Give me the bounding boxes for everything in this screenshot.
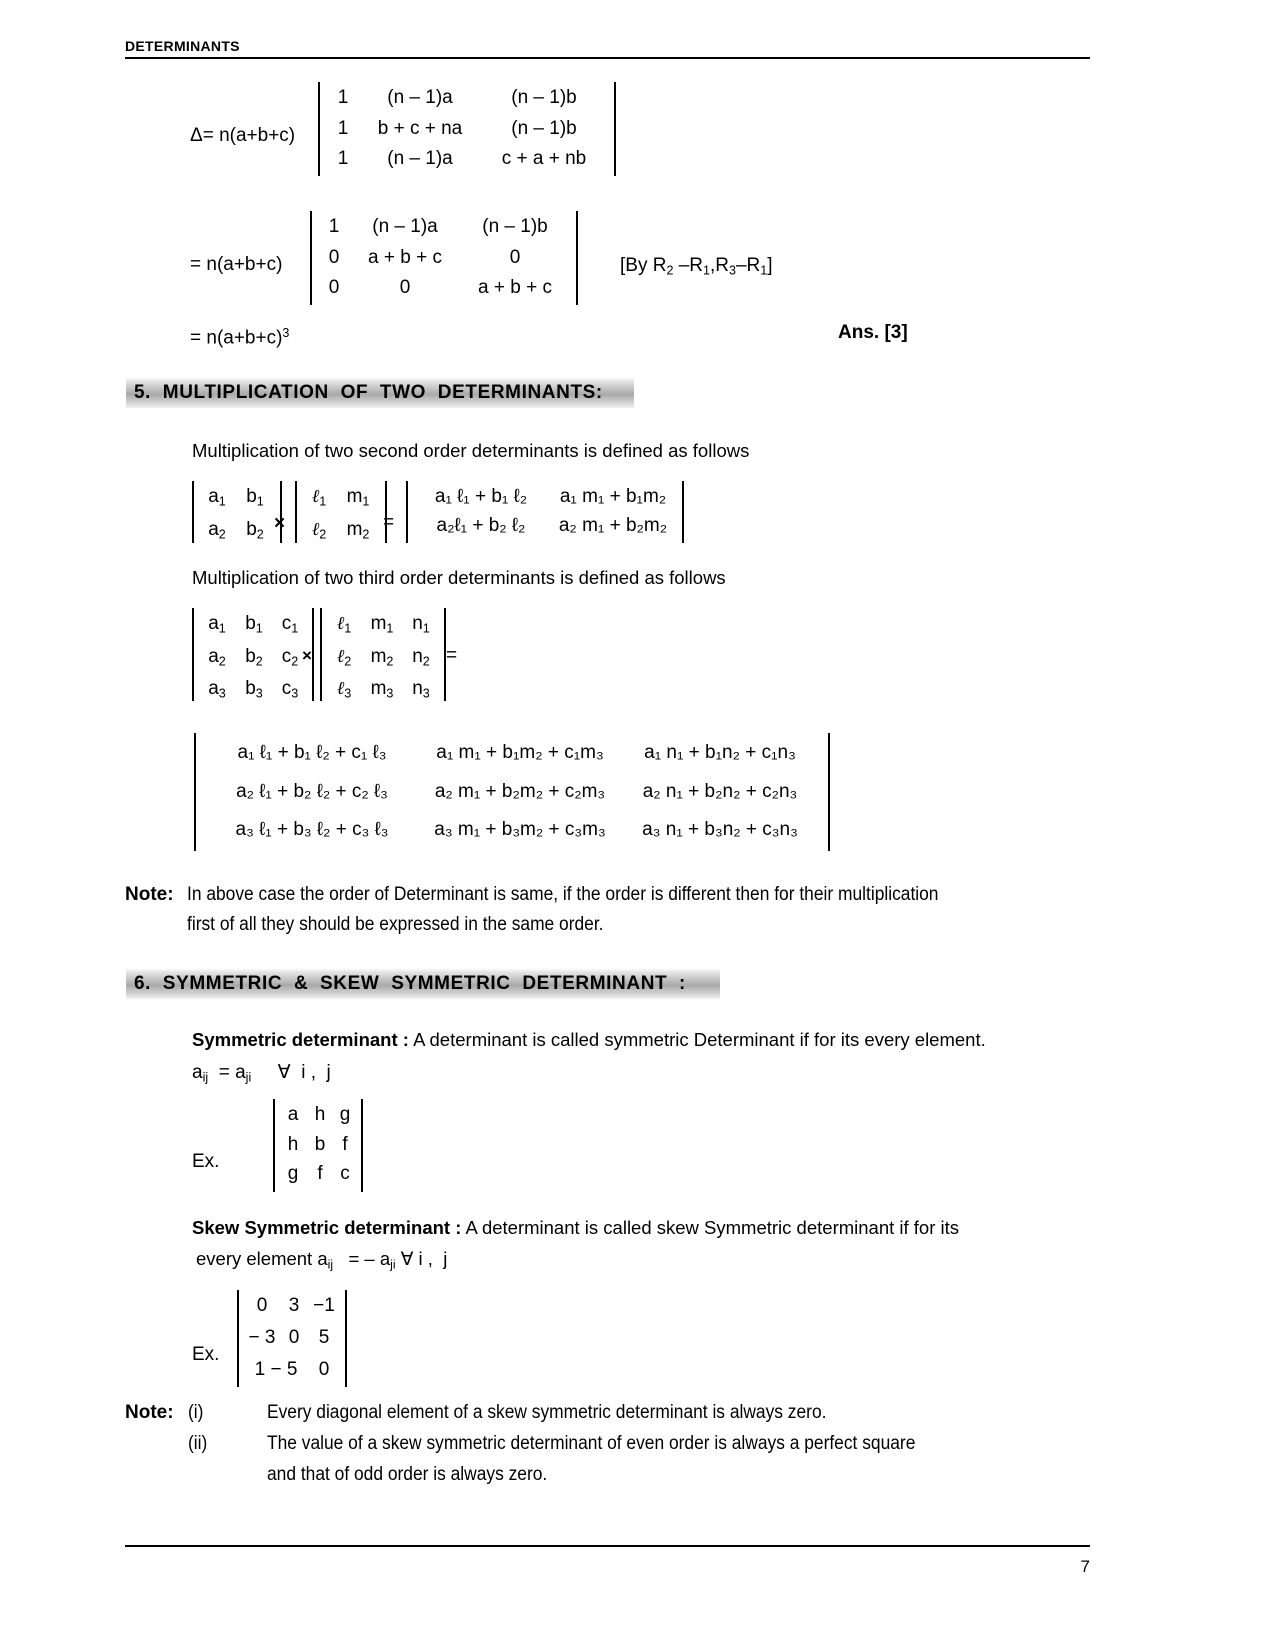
cell: h (314, 1104, 326, 1125)
cell: a₂ n₁ + b₂n₂ + c₂n₃ (642, 780, 798, 802)
note-text-ii-line-2: and that of odd order is always zero. (267, 1464, 548, 1485)
cell: $m_1$ (346, 486, 370, 509)
note-label-section6: Note: (125, 1402, 174, 1423)
row-op-sub-1: 2 (666, 263, 674, 278)
cell: $c_3$ (281, 678, 299, 701)
cell: c + a + nb (501, 148, 587, 170)
cell: $a_1$ (208, 486, 226, 509)
cell: $b_1$ (246, 486, 264, 509)
cell: 1 (337, 148, 349, 170)
cell: a (287, 1104, 299, 1125)
determinant-3x3-right (320, 608, 446, 701)
grid (194, 481, 280, 543)
cell: 0 (509, 246, 521, 268)
grid (322, 608, 444, 701)
cell: (n – 1)a (387, 87, 453, 108)
cell: h (287, 1133, 299, 1155)
cell: a₃ n₁ + b₃n₂ + c₃n₃ (642, 819, 798, 841)
determinant-3x3-product (194, 733, 830, 851)
cell: 1 (328, 216, 340, 237)
cell: a₂ ℓ₁ + b₂ ℓ₂ + c₂ ℓ₃ (236, 780, 388, 802)
cell: 0 (328, 246, 340, 268)
page-footer (125, 1545, 1090, 1577)
skew-example-label: Ex. (192, 1344, 220, 1365)
cell: (n – 1)a (387, 148, 453, 170)
cell: a + b + c (478, 277, 552, 299)
multiplication-sign-3x3: × (302, 646, 312, 665)
skew-label: Skew Symmetric determinant : (192, 1217, 462, 1238)
delta-expression-prefix: Δ= n(a+b+c) (190, 125, 296, 146)
skew-description: A determinant is called skew Symmetric determinant if for its (465, 1217, 960, 1238)
equals-sign-2x2: = (383, 512, 395, 533)
cell: $c_1$ (281, 613, 299, 636)
cell: ℓ$_1$ (311, 486, 327, 509)
equals-sign-3x3: = (446, 645, 458, 666)
cell: b (314, 1133, 326, 1155)
second-order-intro: Multiplication of two second order determinants is defined as follows (192, 440, 750, 461)
cell: − 3 (248, 1327, 276, 1348)
cell: ℓ$_3$ (336, 678, 352, 701)
cell: c (340, 1163, 350, 1185)
cell: $n_3$ (412, 678, 430, 701)
section-6-heading-text: 6. SYMMETRIC & SKEW SYMMETRIC DETERMINANT : (134, 972, 686, 994)
answer-label: Ans. [3] (838, 322, 908, 343)
cell: $b_3$ (245, 678, 263, 701)
cell: ℓ$_1$ (336, 613, 352, 636)
line3-base: = n(a+b+c) (190, 327, 283, 349)
cell: a₂ℓ₁ + b₂ ℓ₂ (436, 515, 526, 536)
cell: 1 (337, 87, 349, 108)
cell: a₁ ℓ₁ + b₁ ℓ₂ (434, 486, 528, 507)
cell: $c_2$ (281, 645, 299, 668)
section-6-heading (126, 968, 720, 999)
determinant-matrix-2 (310, 211, 578, 305)
multiplication-sign-2x2: × (274, 513, 286, 534)
cell: $n_1$ (412, 613, 430, 636)
determinant-symmetric-example (273, 1099, 363, 1192)
row-op-mid-1: –R (673, 255, 704, 276)
cell: $n_2$ (412, 645, 430, 668)
note-text-ii-line-1: The value of a skew symmetric determinant of even order is always a perfect square (267, 1433, 916, 1454)
sym-equals: = (208, 1062, 236, 1083)
note-line-2: first of all they should be expressed in the same order. (187, 914, 604, 935)
grid (297, 481, 385, 543)
determinant-3x3-left (192, 608, 314, 701)
determinant-2x2-left (192, 481, 282, 543)
line2-prefix: = n(a+b+c) (190, 254, 283, 275)
row-op-mid-2: ,R (710, 255, 729, 276)
line3-result (190, 320, 289, 352)
note-text-i-line-1: Every diagonal element of a skew symmetric determinant is always zero. (267, 1402, 827, 1423)
cell: $a_1$ (208, 613, 226, 636)
sym-a-2: a (235, 1062, 246, 1083)
footer-rule (125, 1545, 1090, 1547)
note-marker-i: (i) (188, 1402, 204, 1423)
grid (408, 481, 682, 543)
cell: $a_2$ (208, 645, 226, 668)
symmetric-condition (192, 1060, 331, 1091)
cell: −1 (313, 1295, 335, 1316)
cell: b + c + na (377, 117, 463, 139)
cell: 0 (288, 1327, 300, 1348)
header-rule (125, 57, 1090, 59)
symmetric-definition (192, 1027, 986, 1053)
cell: (n – 1)b (511, 87, 577, 108)
row-op-sub-4: 1 (760, 263, 768, 278)
sym-a-1: a (192, 1062, 203, 1083)
sym-sub-ij: ij (202, 1070, 209, 1085)
cell: 0 (318, 1359, 330, 1380)
section-5-heading (126, 377, 634, 408)
symmetric-label: Symmetric determinant : (192, 1029, 409, 1050)
grid (239, 1290, 345, 1387)
cell: a₃ m₁ + b₃m₂ + c₃m₃ (434, 819, 606, 841)
cell: $b_2$ (246, 518, 264, 541)
sym-forall: ∀ i , j (277, 1062, 331, 1083)
matrix-bar-right (682, 481, 684, 543)
cell: a₂ m₁ + b₂m₂ (558, 515, 668, 536)
note-line-1: In above case the order of Determinant is same, if the order is different then for their multiplication (187, 884, 939, 905)
cell: $m_1$ (370, 613, 394, 636)
cell: (n – 1)b (482, 216, 548, 237)
cell: 1 − 5 (254, 1359, 298, 1380)
cell: a + b + c (368, 246, 442, 268)
matrix-bar-right (614, 82, 616, 176)
symmetric-description: A determinant is called symmetric Determinant if for its every element. (413, 1029, 986, 1050)
header-title: DETERMINANTS (125, 38, 240, 54)
cell: 0 (399, 277, 411, 299)
grid (196, 733, 828, 851)
sym-sub-ji: ji (245, 1070, 252, 1085)
matrix-bar-right (361, 1099, 363, 1192)
cell: a₁ n₁ + b₁n₂ + c₁n₃ (644, 742, 796, 763)
matrix-bar-right (345, 1290, 347, 1387)
row-op-open: [By R (620, 255, 667, 276)
determinant-2x2-middle (295, 481, 387, 543)
page-number: 7 (1080, 1557, 1090, 1576)
skew-tail: ∀ i , j (395, 1248, 448, 1269)
determinant-matrix-1 (318, 82, 616, 176)
determinant-2x2-result (406, 481, 684, 543)
cell: a₁ m₁ + b₁m₂ (559, 486, 667, 507)
section-5-heading-text: 5. MULTIPLICATION OF TWO DETERMINANTS: (134, 381, 603, 403)
cell: $a_3$ (208, 678, 226, 701)
cell: 0 (328, 277, 340, 299)
cell: ℓ$_2$ (336, 645, 352, 668)
note-marker-ii: (ii) (188, 1433, 208, 1454)
row-op-close: ] (767, 255, 773, 276)
line3-exponent: 3 (282, 326, 290, 340)
cell: 1 (337, 117, 349, 139)
row-op-mid-3: –R (735, 255, 761, 276)
row-operation-note (620, 253, 773, 284)
page-header (125, 38, 1090, 59)
row-op-sub-2: 1 (703, 263, 710, 278)
cell: $b_2$ (245, 645, 263, 668)
matrix-1-grid (320, 82, 614, 176)
cell: 3 (288, 1295, 300, 1316)
cell: g (287, 1163, 299, 1185)
cell: $a_2$ (208, 518, 226, 541)
skew-line2-prefix: every element a (196, 1248, 328, 1269)
third-order-intro: Multiplication of two third order determinants is defined as follows (192, 567, 726, 588)
cell: a₁ ℓ₁ + b₁ ℓ₂ + c₁ ℓ₃ (237, 742, 387, 763)
cell: (n – 1)a (372, 216, 438, 237)
cell: $m_3$ (370, 678, 394, 701)
matrix-2-grid (312, 211, 576, 305)
cell: ℓ$_2$ (311, 518, 327, 541)
row-op-sub-3: 3 (729, 263, 736, 278)
matrix-bar-right (828, 733, 830, 851)
symmetric-example-label: Ex. (192, 1151, 220, 1172)
cell: a₂ m₁ + b₂m₂ + c₂m₃ (434, 780, 606, 802)
cell: f (342, 1133, 348, 1155)
cell: $m_2$ (370, 645, 394, 668)
cell: $b_1$ (245, 613, 263, 636)
grid (275, 1099, 361, 1192)
cell: (n – 1)b (511, 117, 577, 139)
cell: a₁ m₁ + b₁m₂ + c₁m₃ (436, 742, 604, 763)
grid (194, 608, 312, 701)
skew-definition (192, 1215, 959, 1241)
cell: g (339, 1104, 351, 1125)
determinant-skew-example (237, 1290, 347, 1387)
cell: 5 (318, 1327, 330, 1348)
skew-sub-ji: ji (390, 1257, 396, 1272)
skew-mid: = – a (333, 1248, 391, 1269)
cell: a₃ ℓ₁ + b₃ ℓ₂ + c₃ ℓ₃ (235, 819, 389, 841)
note-label-section5: Note: (125, 884, 174, 905)
cell: $m_2$ (346, 518, 370, 541)
skew-condition (196, 1246, 447, 1277)
cell: 0 (256, 1295, 268, 1316)
skew-sub-ij: ij (327, 1257, 334, 1272)
cell: f (317, 1163, 323, 1185)
matrix-bar-right (576, 211, 578, 305)
matrix-bar-right (312, 608, 314, 701)
